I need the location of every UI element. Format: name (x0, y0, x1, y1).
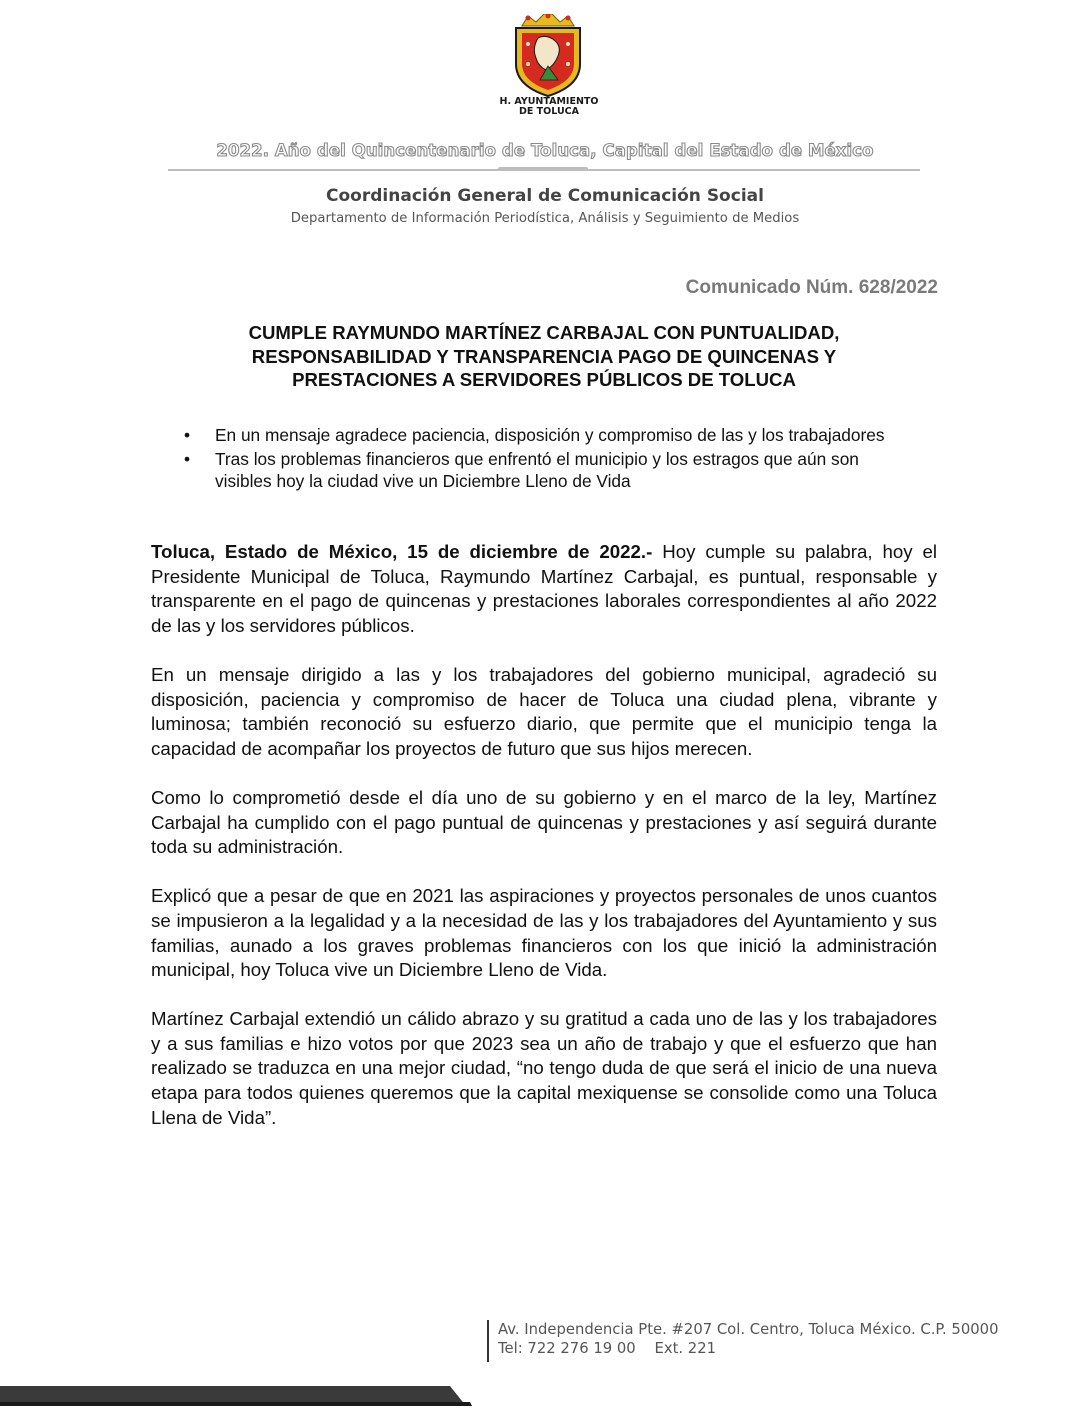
logo-caption-line1: H. AYUNTAMIENTO (499, 96, 599, 107)
footer-address: Av. Independencia Pte. #207 Col. Centro, Toluca México. C.P. 50000 (498, 1321, 999, 1338)
footer-phone: Tel: 722 276 19 00 Ext. 221 (498, 1340, 717, 1357)
paragraph-1 (151, 540, 937, 638)
paragraph-2: En un mensaje dirigido a las y los trabajadores del gobierno municipal, agradeció su disposición, paciencia y compromiso de hacer de Toluca una ciudad plena, vibrante y luminosa; también reconoció su esfuerzo diario, que permite que el municipio tenga la capacidad de acompañar los proyectos de futuro que sus hijos merecen. (151, 663, 937, 759)
logo-caption (490, 97, 608, 117)
paragraph-3: Como lo comprometió desde el día uno de su gobierno y en el marco de la ley, Martínez Carbajal ha cumplido con el pago puntual de quincenas y prestaciones y así seguirá durante toda su administración. (151, 786, 937, 858)
bullet-icon: • (184, 425, 191, 445)
bullet-text: En un mensaje agradece paciencia, disposición y compromiso de las y los trabajadores (215, 425, 885, 445)
toluca-logo (490, 14, 610, 122)
paragraph-5: Martínez Carbajal extendió un cálido abrazo y su gratitud a cada uno de las y los trabajadores y a sus familias e hizo votos por que 2023 sea un año de trabajo y que el esfuerzo que han realizado se traduzca en una mejor ciudad, “no tengo duda de que será el inicio de una nueva etapa para todos quienes queremos que la capital mexiquense se consolide como una Toluca Llena de Vida”. (151, 1008, 937, 1128)
paragraph-4: Explicó que a pesar de que en 2021 las aspiraciones y proyectos personales de unos cuantos se impusieron a la legalidad y a la necesidad de las y los trabajadores del Ayuntamiento y sus familias, aunado a los graves problemas financieros con los que inició la administración municipal, hoy Toluca vive un Diciembre Lleno de Vida. (151, 885, 937, 981)
footer-divider (487, 1320, 489, 1362)
bullet-icon: • (184, 448, 191, 469)
headline-line3: PRESTACIONES A SERVIDORES PÚBLICOS DE TOLUCA (292, 369, 796, 390)
header-divider (168, 169, 920, 171)
article-body (151, 540, 937, 1155)
logo-caption-line2: DE TOLUCA (519, 106, 579, 117)
bullet-item (174, 448, 914, 493)
coat-of-arms-icon (508, 14, 590, 98)
press-release-number: Comunicado Núm. 628/2022 (685, 277, 938, 298)
headline-line2: RESPONSABILIDAD Y TRANSPARENCIA PAGO DE QUINCENAS Y (251, 345, 837, 367)
dateline: Toluca, Estado de México, 15 de diciembre de 2022.- (151, 541, 653, 562)
department-title: Departamento de Información Periodística, Análisis y Seguimiento de Medios (290, 211, 800, 226)
year-title: 2022. Año del Quincentenario de Toluca, Capital del Estado de México (216, 141, 874, 160)
footer-bar (0, 1386, 1088, 1408)
summary-bullets (174, 424, 914, 494)
bullet-item (174, 424, 914, 447)
headline (150, 321, 938, 392)
coordination-title: Coordinación General de Comunicación Social (326, 186, 764, 206)
bullet-text: Tras los problemas financieros que enfrentó el municipio y los estragos que aún son visibles hoy la ciudad vive un Diciembre Lleno de Vida (215, 448, 859, 491)
headline-line1: CUMPLE RAYMUNDO MARTÍNEZ CARBAJAL CON PUNTUALIDAD, (248, 322, 840, 343)
paragraph-1-text: Hoy cumple su palabra, hoy el Presidente Municipal de Toluca, Raymundo Martínez Carbajal, es puntual, responsable y transparente en el pago de quincenas y prestaciones laborales correspondientes al año 2022 de las y los servidores públicos. (151, 541, 937, 636)
